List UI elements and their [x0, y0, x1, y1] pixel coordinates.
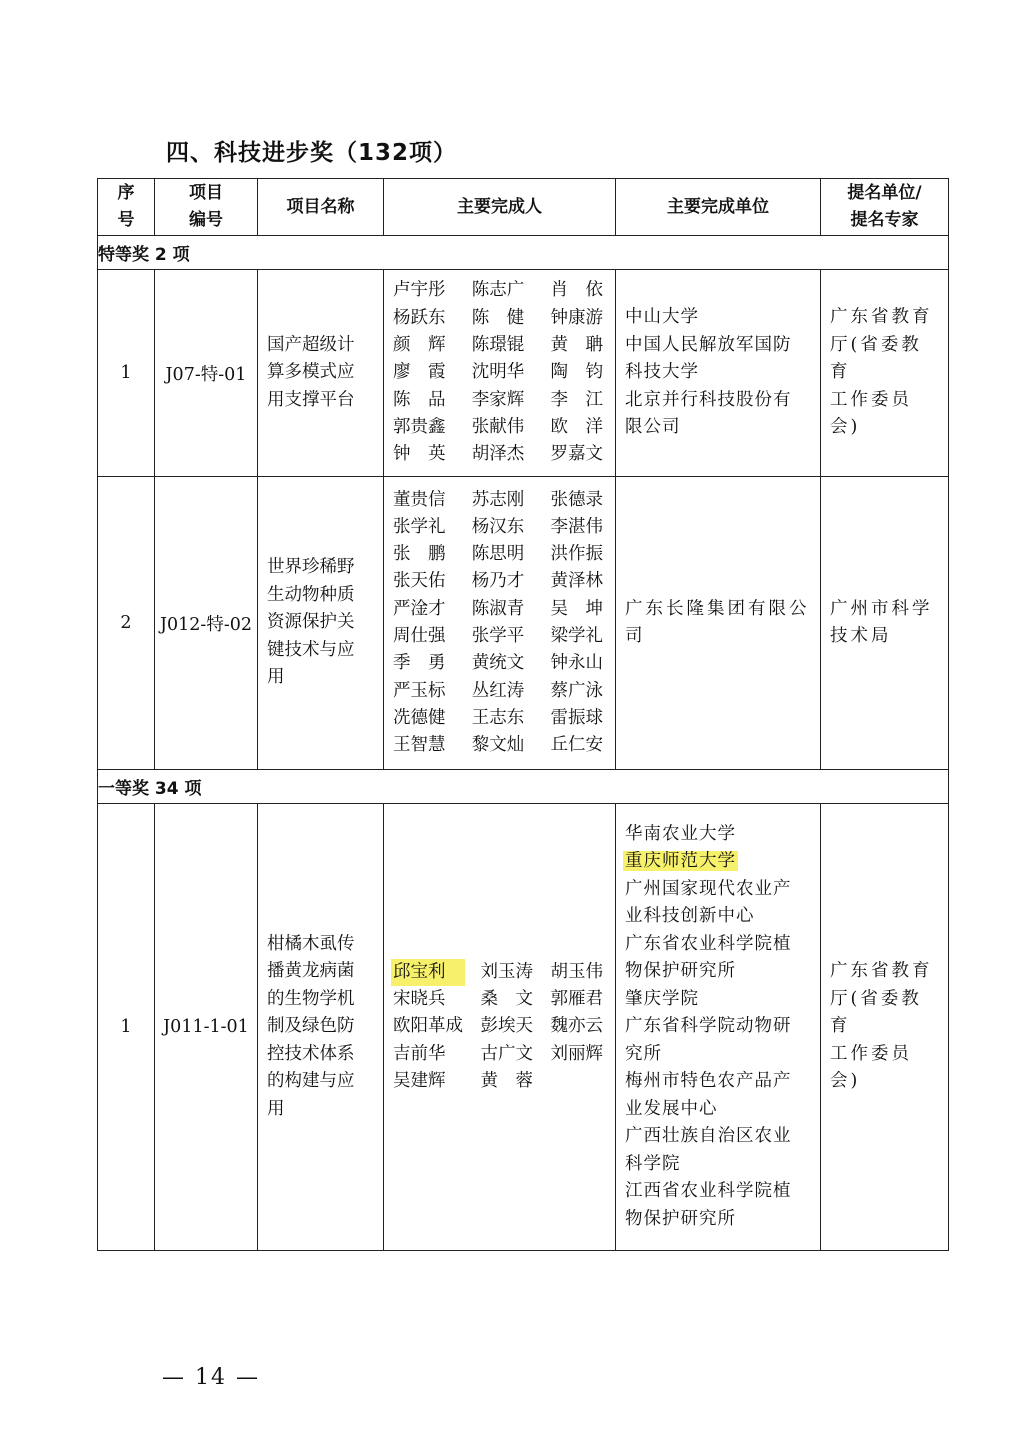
- person-name: 魏亦云: [550, 1016, 603, 1037]
- person-name: 彭埃天: [480, 1016, 533, 1037]
- row-code: J07-特-01: [155, 270, 258, 477]
- row-persons: [384, 477, 616, 770]
- unit-line: 广西壮族自治区农业: [625, 1126, 792, 1147]
- person-name: 陈淑青: [471, 598, 525, 619]
- person-name: 钟 英: [393, 444, 446, 465]
- person-name: 郭雁君: [550, 989, 603, 1010]
- person-name: 肖 依: [550, 280, 603, 301]
- name-line: 用支撑平台: [267, 389, 355, 410]
- header-project-name: 项目名称: [258, 179, 384, 236]
- unit-line: 北京并行科技股份有: [625, 389, 792, 410]
- unit-line: 广东省农业科学院植: [625, 933, 792, 954]
- person-name: 陈思明: [471, 544, 525, 565]
- person-name: 王智慧: [393, 735, 446, 756]
- row-project-name: [258, 804, 384, 1251]
- name-line: 的生物学机: [267, 988, 355, 1009]
- person-name: 吴 坤: [550, 598, 603, 619]
- name-line: 键技术与应: [267, 639, 355, 660]
- name-line: 柑橘木虱传: [267, 933, 355, 954]
- nominator-line: 广州市科学: [830, 598, 933, 619]
- header-persons: 主要完成人: [384, 179, 616, 236]
- person-name: 季 勇: [393, 653, 446, 674]
- person-name: 沈明华: [471, 362, 525, 383]
- person-name: 冼德健: [393, 707, 446, 728]
- unit-line: 广东省科学院动物研: [625, 1016, 792, 1037]
- name-line: 用: [267, 1098, 285, 1119]
- name-line: 的构建与应: [267, 1071, 355, 1092]
- person-name: 郭贵鑫: [393, 416, 446, 437]
- person-name: 卢宇彤: [393, 280, 446, 301]
- person-name: 董贵信: [393, 489, 446, 510]
- name-line: 控技术体系: [267, 1043, 355, 1064]
- name-line: 生动物种质: [267, 584, 355, 605]
- row-index: 2: [98, 477, 155, 770]
- person-name: 黄统文: [471, 653, 525, 674]
- person-name: 杨汉东: [471, 516, 525, 537]
- unit-line: 中国人民解放军国防: [625, 334, 792, 355]
- person-name: 陈 品: [393, 389, 446, 410]
- unit-line: 物保护研究所: [625, 1208, 736, 1229]
- unit-line: 广东长隆集团有限公: [625, 598, 810, 619]
- person-name: 邱宝利: [391, 959, 465, 986]
- person-name: 黄 聃: [550, 335, 603, 356]
- person-name: 张献伟: [471, 416, 525, 437]
- person-name: 苏志刚: [471, 489, 525, 510]
- row-index: 1: [98, 804, 155, 1251]
- name-line: 播黄龙病菌: [267, 961, 355, 982]
- row-index: 1: [98, 270, 155, 477]
- name-line: 资源保护关: [267, 612, 355, 633]
- header-code: 项目 编号: [155, 179, 258, 236]
- unit-line: 司: [625, 626, 646, 646]
- unit-line: 物保护研究所: [625, 961, 736, 982]
- person-name: 陈志广: [471, 280, 525, 301]
- person-name: 梁学礼: [550, 626, 603, 646]
- row-code: J011-1-01: [155, 804, 258, 1251]
- nominator-line: 厅(省委教育: [830, 334, 922, 383]
- row-units: [616, 270, 821, 477]
- section-heading: 四、科技进步奖（132项）: [166, 140, 458, 166]
- person-name: 桑 文: [480, 989, 533, 1010]
- unit-line: 江西省农业科学院植: [625, 1181, 792, 1202]
- unit-line: 科技大学: [625, 362, 699, 383]
- header-nominator: 提名单位/ 提名专家: [821, 179, 949, 236]
- unit-line: 限公司: [625, 417, 681, 438]
- row-units: [616, 477, 821, 770]
- person-name: 罗嘉文: [550, 444, 603, 465]
- page-number: — 14 —: [162, 1365, 260, 1390]
- table-row: [98, 477, 949, 770]
- header-index: 序 号: [98, 179, 155, 236]
- nominator-line: 广东省教育: [830, 307, 933, 328]
- person-name: 丛红涛: [471, 680, 525, 701]
- person-name: 洪作振: [550, 544, 603, 565]
- unit-line: 肇庆学院: [625, 988, 699, 1009]
- name-line: 国产超级计: [267, 334, 355, 355]
- person-name: 胡泽杰: [471, 444, 525, 465]
- person-name: 欧阳革成: [393, 1016, 463, 1037]
- row-nominator: [821, 804, 949, 1251]
- person-name: 黄 蓉: [480, 1070, 533, 1091]
- person-name: 张天佑: [393, 571, 446, 592]
- person-name: 刘玉涛: [480, 961, 533, 982]
- person-name: 宋晓兵: [393, 989, 446, 1010]
- person-name: 王志东: [471, 707, 525, 728]
- person-name: 周仕强: [393, 626, 446, 646]
- name-line: 世界珍稀野: [267, 557, 355, 578]
- row-project-name: [258, 270, 384, 477]
- person-name: 钟康游: [550, 307, 603, 328]
- person-name: 李湛伟: [550, 516, 603, 537]
- person-name: 蔡广泳: [550, 680, 603, 701]
- unit-line: 科学院: [625, 1153, 681, 1174]
- section-title: 特等奖 2 项: [98, 236, 949, 270]
- section-row-first: [98, 770, 949, 804]
- row-project-name: [258, 477, 384, 770]
- person-name: 黄泽林: [550, 571, 603, 592]
- section-row-special: [98, 236, 949, 270]
- row-persons: [384, 270, 616, 477]
- unit-line: 中山大学: [625, 307, 699, 328]
- person-name: 黎文灿: [471, 735, 525, 756]
- person-name: 刘丽辉: [550, 1043, 603, 1064]
- person-name: 廖 霞: [393, 362, 446, 383]
- person-name: 欧 洋: [550, 416, 603, 437]
- person-name: 吴建辉: [393, 1070, 446, 1091]
- nominator-line: 工作委员会): [830, 1043, 912, 1092]
- header-units: 主要完成单位: [616, 179, 821, 236]
- name-line: 制及绿色防: [267, 1016, 355, 1037]
- person-name: 颜 辉: [393, 335, 446, 356]
- person-name: 李家辉: [471, 389, 525, 410]
- person-name: 胡玉伟: [550, 961, 603, 982]
- row-units: [616, 804, 821, 1251]
- person-name: 张学礼: [393, 516, 446, 537]
- unit-line: 业科技创新中心: [625, 906, 755, 927]
- unit-line: 业发展中心: [625, 1098, 718, 1119]
- nominator-line: 广东省教育: [830, 961, 933, 982]
- awards-table: [97, 178, 949, 1251]
- person-name: 丘仁安: [550, 735, 603, 756]
- unit-line: 重庆师范大学: [625, 851, 736, 872]
- nominator-line: 工作委员会): [830, 389, 912, 438]
- row-code: J012-特-02: [155, 477, 258, 770]
- row-persons: [384, 804, 616, 1251]
- person-name: 杨跃东: [393, 307, 446, 328]
- person-name: 钟永山: [550, 653, 603, 674]
- unit-line: 究所: [625, 1043, 662, 1064]
- person-name: 古广文: [480, 1043, 533, 1064]
- section-title: 一等奖 34 项: [98, 770, 949, 804]
- person-name: 吉前华: [393, 1043, 446, 1064]
- table-row: [98, 804, 949, 1251]
- person-name: 严淦才: [393, 598, 446, 619]
- person-name: 陶 钧: [550, 362, 603, 383]
- person-name: 雷振球: [550, 707, 603, 728]
- table-row: [98, 270, 949, 477]
- table-header-row: [98, 179, 949, 236]
- person-name: 陈 健: [471, 307, 525, 328]
- person-name: 张德录: [550, 489, 603, 510]
- row-nominator: [821, 477, 949, 770]
- person-name: 张学平: [471, 626, 525, 646]
- row-nominator: [821, 270, 949, 477]
- person-name: 李 江: [550, 389, 603, 410]
- unit-line: 华南农业大学: [625, 823, 736, 844]
- person-name: 张 鹏: [393, 544, 446, 565]
- unit-line: 广州国家现代农业产: [625, 878, 792, 899]
- nominator-line: 厅(省委教育: [830, 988, 922, 1037]
- nominator-line: 技术局: [830, 626, 892, 646]
- person-name: 杨乃才: [471, 571, 525, 592]
- unit-line: 梅州市特色农产品产: [625, 1071, 792, 1092]
- name-line: 用: [267, 667, 285, 688]
- name-line: 算多模式应: [267, 362, 355, 383]
- person-name: 严玉标: [393, 680, 446, 701]
- person-name: 陈璟锟: [471, 335, 525, 356]
